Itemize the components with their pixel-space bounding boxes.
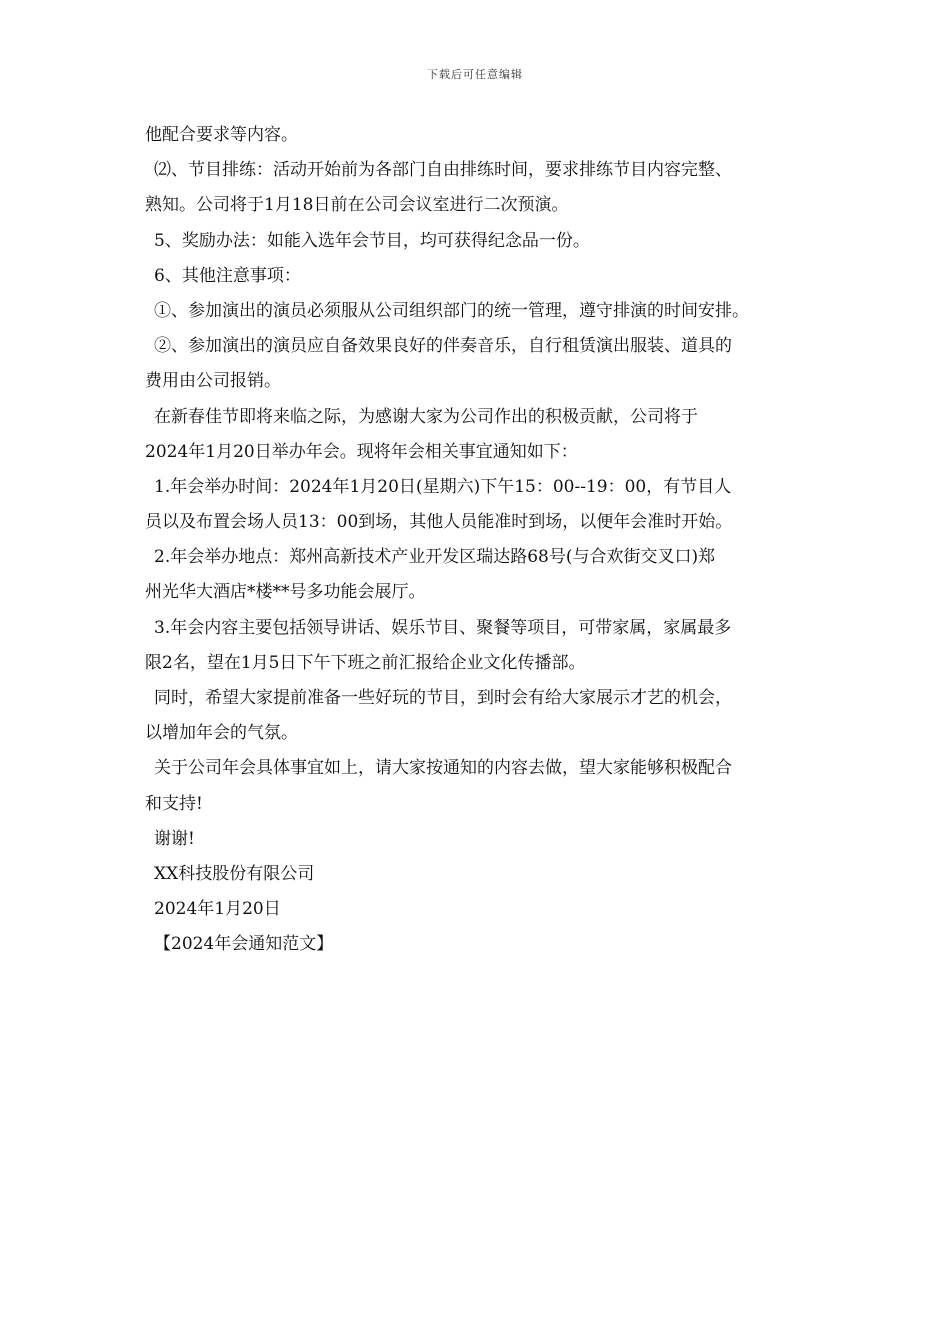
text-line: 以增加年会的气氛。: [145, 723, 298, 744]
text-line: 1.年会举办时间：2024年1月20日(星期六)下午15：00--19：00，有节目人: [154, 476, 732, 497]
page-header-note: 下载后可任意编辑: [427, 68, 523, 81]
text-line: 费用由公司报销。: [145, 371, 281, 392]
text-line: 州光华大酒店*楼**号多功能会展厅。: [145, 582, 426, 603]
text-line: 5、奖励办法：如能入选年会节目，均可获得纪念品一份。: [154, 230, 590, 251]
text-line: 6、其他注意事项：: [154, 265, 301, 286]
text-line: 限2名，望在1月5日下午下班之前汇报给企业文化传播部。: [145, 652, 586, 673]
text-line: 熟知。公司将于1月18日前在公司会议室进行二次预演。: [145, 195, 569, 216]
text-line: 员以及布置会场人员13：00到场，其他人员能准时到场，以便年会准时开始。: [145, 512, 733, 533]
text-line: 2024年1月20日举办年会。现将年会相关事宜通知如下：: [145, 441, 578, 462]
text-line: 关于公司年会具体事宜如上，请大家按通知的内容去做，望大家能够积极配合: [154, 758, 732, 779]
text-line: ②、参加演出的演员应自备效果良好的伴奏音乐，自行租赁演出服装、道具的: [154, 336, 732, 357]
text-line: ⑵、节目排练：活动开始前为各部门自由排练时间，要求排练节目内容完整、: [154, 160, 732, 181]
text-line: 【2024年会通知范文】: [154, 934, 334, 955]
document-body: [145, 118, 815, 963]
text-line: 2.年会举办地点：郑州高新技术产业开发区瑞达路68号(与合欢街交叉口)郑: [154, 547, 716, 568]
text-line: ①、参加演出的演员必须服从公司组织部门的统一管理，遵守排演的时间安排。: [154, 300, 749, 321]
text-line: 他配合要求等内容。: [145, 125, 298, 145]
text-line: 谢谢!: [154, 828, 195, 849]
text-line: XX科技股份有限公司: [154, 863, 315, 884]
text-line: 在新春佳节即将来临之际，为感谢大家为公司作出的积极贡献，公司将于: [154, 406, 698, 427]
text-line: 2024年1月20日: [154, 899, 281, 920]
text-line: 同时，希望大家提前准备一些好玩的节目，到时会有给大家展示才艺的机会，: [154, 688, 732, 708]
text-line: 和支持!: [145, 793, 203, 814]
text-line: 3.年会内容主要包括领导讲话、娱乐节目、聚餐等项目，可带家属，家属最多: [154, 617, 732, 638]
